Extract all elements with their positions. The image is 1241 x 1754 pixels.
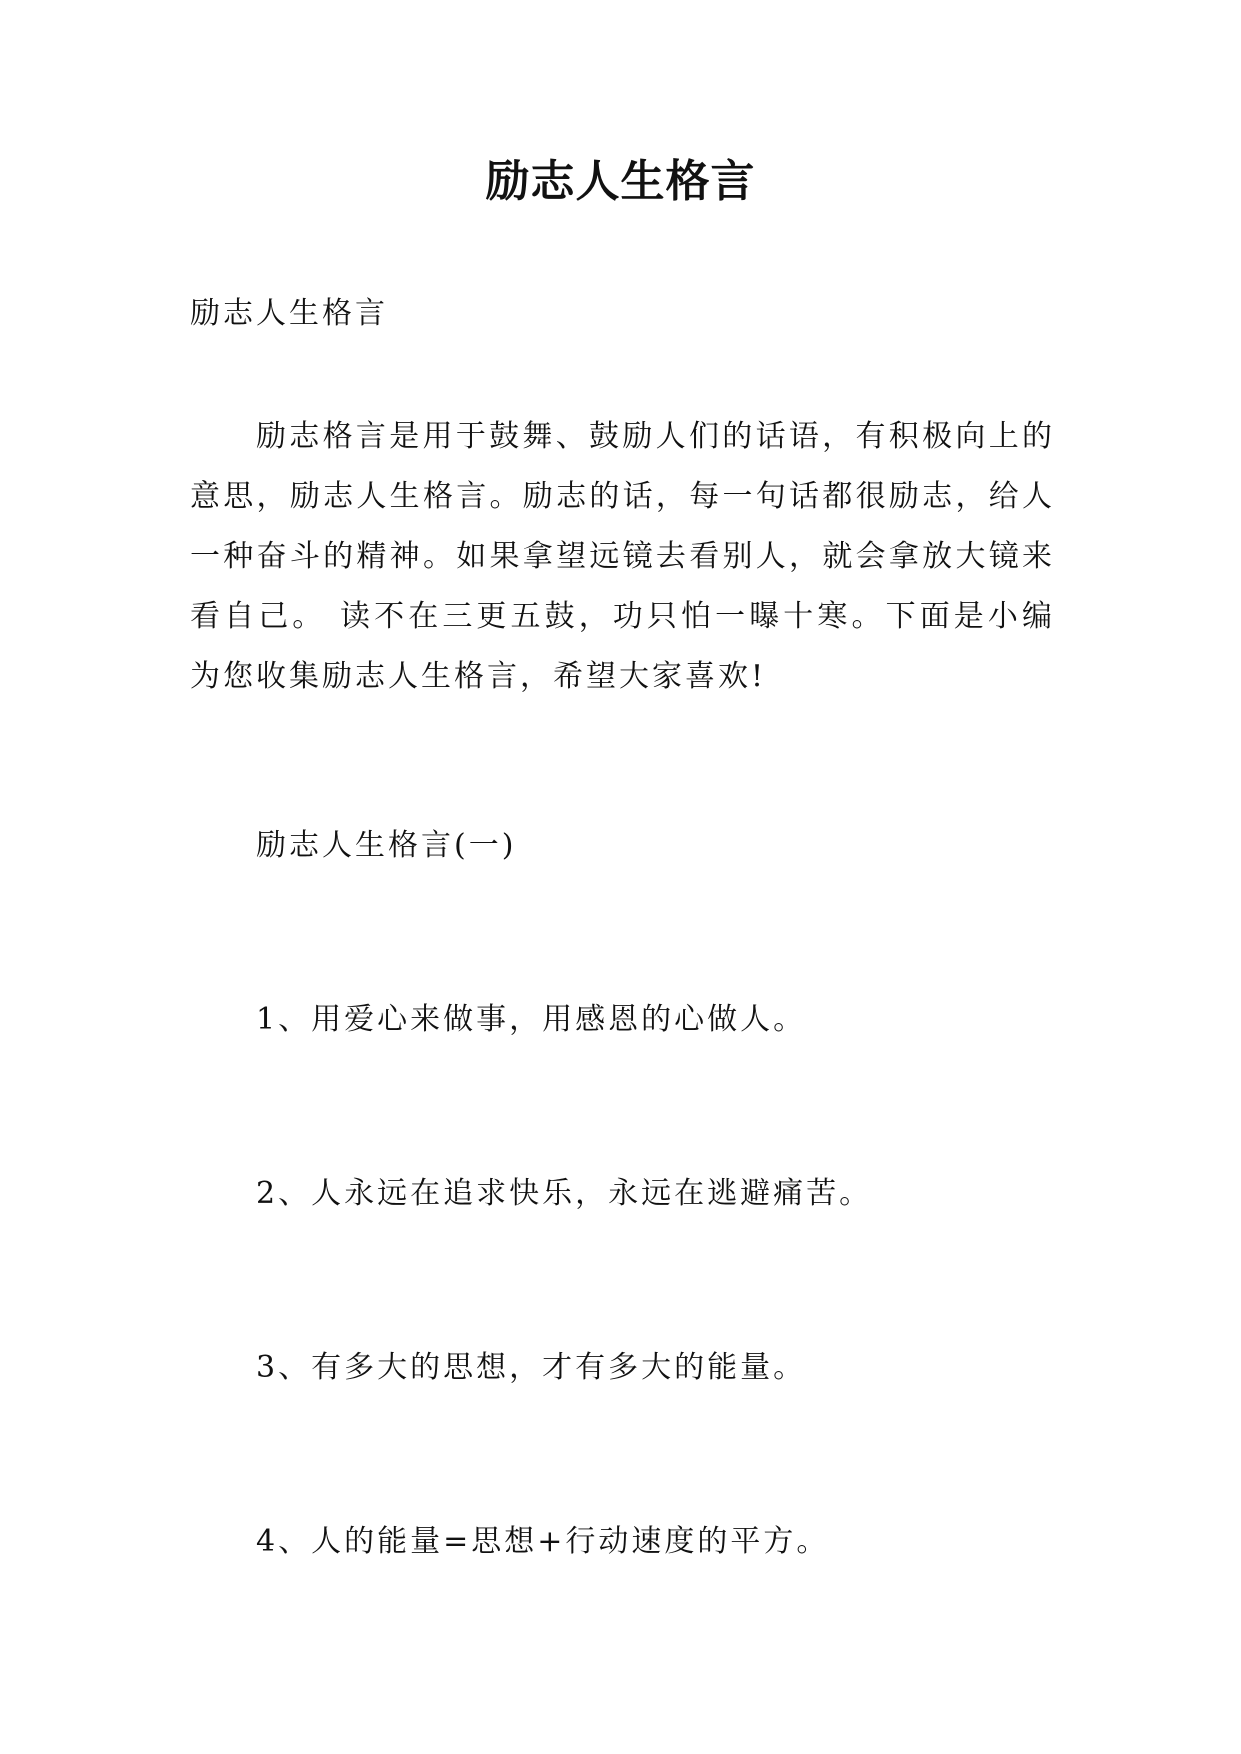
- quote-item: 3、有多大的思想，才有多大的能量。: [256, 1350, 807, 1385]
- quote-item: 1、用爱心来做事，用感恩的心做人。: [256, 1002, 807, 1037]
- document-title: 励志人生格言: [485, 156, 756, 207]
- intro-paragraph: 励志格言是用于鼓舞、鼓励人们的话语，有积极向上的意思，励志人生格言。励志的话，每一句话都很励志，给人一种奋斗的精神。如果拿望远镜去看别人，就会拿放大镜来看自己。 读不在三更五鼓，功只怕一曝十寒。下面是小编为您收集励志人生格言，希望大家喜欢!: [190, 419, 1055, 694]
- quote-item: 4、人的能量=思想+行动速度的平方。: [256, 1524, 830, 1559]
- document-subtitle: 励志人生格言: [190, 296, 388, 331]
- section-heading: 励志人生格言(一): [256, 828, 517, 863]
- quote-item: 2、人永远在追求快乐，永远在逃避痛苦。: [256, 1176, 873, 1211]
